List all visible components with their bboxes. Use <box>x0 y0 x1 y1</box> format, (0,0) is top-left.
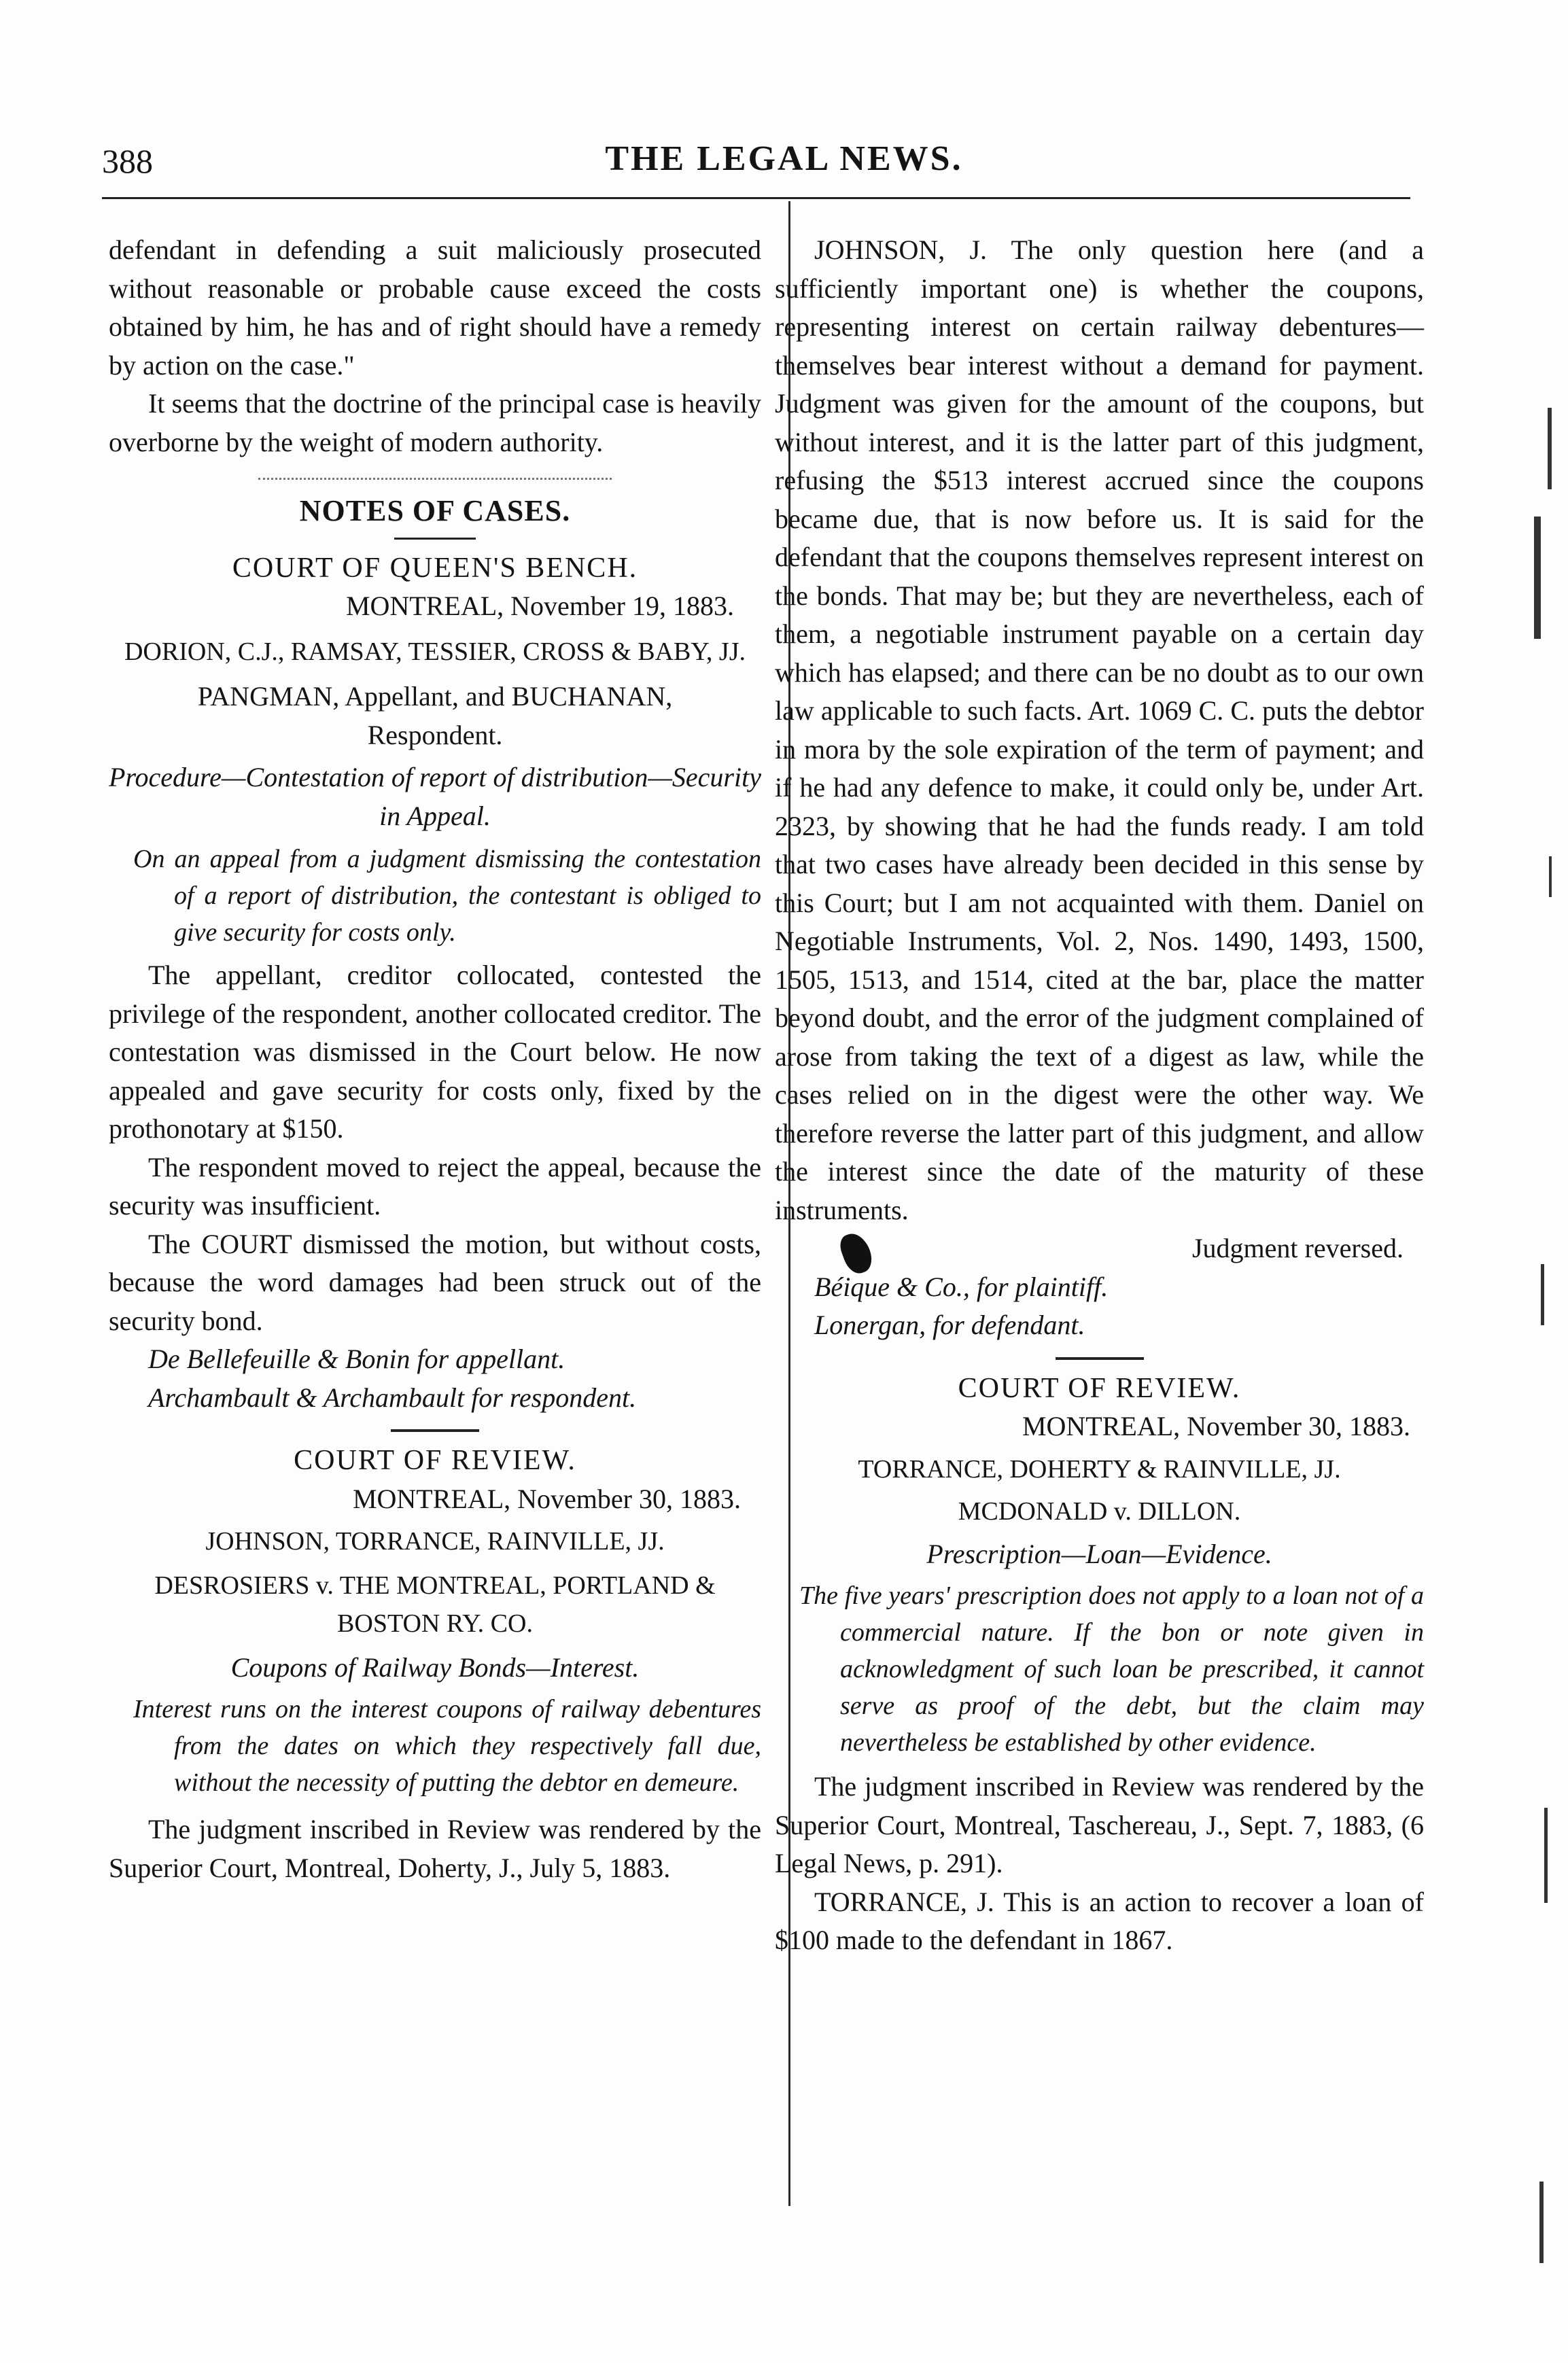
case3-court: COURT OF REVIEW. <box>958 1372 1241 1404</box>
case3-parties: MCDONALD v. DILLON. <box>958 1497 1241 1526</box>
header-rule <box>102 197 1410 199</box>
case2-paragraph: The judgment inscribed in Review was rendered by the Superior Court, Montreal, Doherty, J., July 5, 1883. <box>109 1814 761 1883</box>
right-column <box>775 231 1448 1960</box>
case1-judges: DORION, C.J., RAMSAY, TESSIER, CROSS & BABY, JJ. <box>124 637 746 666</box>
continued-paragraph: defendant in defending a suit maliciously prosecuted without reasonable or probable cause exceed the costs obtained by him, he has and of right should have a remedy by action on the case." <box>109 234 761 381</box>
case1-paragraph: The COURT dismissed the motion, but without costs, because the word damages had been struck out of the security bond. <box>109 1228 761 1336</box>
case1-paragraph: The appellant, creditor collocated, contested the privilege of the respondent, another collocated creditor. The contestation was dismissed in the Court below. He now appealed and gave security for costs only, fixed by the prothonotary at $150. <box>109 960 761 1144</box>
binding-edge-marks <box>1507 381 1568 2283</box>
counsel-plaintiff: Béique & Co., for plaintiff. <box>814 1271 1109 1302</box>
judgment-result: Judgment reversed. <box>1191 1233 1404 1263</box>
case3-paragraph: The judgment inscribed in Review was rendered by the Superior Court, Montreal, Taschereau, J., Sept. 7, 1883, (6 Legal News, p. 291). <box>775 1771 1424 1878</box>
case1-court: COURT OF QUEEN'S BENCH. <box>232 552 638 584</box>
commentary-paragraph: It seems that the doctrine of the principal case is heavily overborne by the weight of modern authority. <box>109 388 761 457</box>
case3-paragraph: TORRANCE, J. This is an action to recover a loan of $100 made to the defendant in 1867. <box>775 1886 1424 1955</box>
case-rule <box>391 1429 479 1432</box>
case2-parties: DESROSIERS v. THE MONTREAL, PORTLAND & BOSTON RY. CO. <box>154 1571 716 1638</box>
case3-dateline: MONTREAL, November 30, 1883. <box>1022 1411 1410 1441</box>
case1-subject: Procedure—Contestation of report of distribution—Security in Appeal. <box>109 762 761 831</box>
page-number: 388 <box>102 142 153 180</box>
case1-headnote: On an appeal from a judgment dismissing the contestation of a report of distribution, the contestant is obliged to give security for costs only. <box>133 845 761 947</box>
case1-counsel: De Bellefeuille & Bonin for appellant. <box>148 1344 565 1374</box>
opinion-paragraph: JOHNSON, J. The only question here (and a sufficiently important one) is whether the coupons, representing interest on certain railway debentures—themselves bear interest without a demand for payment. Judgment was given for the amount of the coupons, but without interest, and it is the latter part of this judgment, refusing the $513 interest accrued since the coupons became due, that is now before us. It is said for the defendant that the coupons themselves represent interest on the bonds. That may be; but they are nevertheless, each of them, a negotiable instrument payable on a certain day which has elapsed; and there can be no doubt as to our own law applicable to such facts. Art. 1069 C. C. puts the debtor in mora by the sole expiration of the term of payment; and if he had any defence to make, it could only be, under Art. 2323, by showing that he had the funds ready. I am told that two cases have already been decided in this sense by this Court; but I am not acquainted with them. Daniel on Negotiable Instruments, Vol. 2, Nos. 1490, 1493, 1500, 1505, 1513, and 1514, cited at the bar, place the matter beyond doubt, and the error of the judgment complained of arose from taking the text of a digest as law, while the cases relied on in the digest were the other way. We therefore reverse the latter part of this judgment, and allow the interest since the date of the maturity of these instruments. <box>775 234 1424 1225</box>
case2-dateline: MONTREAL, November 30, 1883. <box>352 1483 741 1514</box>
case3-judges: TORRANCE, DOHERTY & RAINVILLE, JJ. <box>858 1454 1341 1484</box>
case1-parties: PANGMAN, Appellant, and BUCHANAN, Respondent. <box>197 681 673 750</box>
counsel-defendant: Lonergan, for defendant. <box>814 1310 1085 1340</box>
heading-rule <box>394 538 476 540</box>
case1-counsel: Archambault & Archambault for respondent. <box>148 1382 637 1413</box>
section-divider <box>258 478 612 480</box>
case3-headnote: The five years' prescription does not apply to a loan not of a commercial nature. If the bon or note given in acknowledgment of such loan be prescribed, it cannot serve as proof of the debt, but the claim may nevertheless be established by other evidence. <box>799 1581 1424 1757</box>
case2-judges: JOHNSON, TORRANCE, RAINVILLE, JJ. <box>205 1527 665 1556</box>
case3-subject: Prescription—Loan—Evidence. <box>926 1538 1272 1569</box>
case1-paragraph: The respondent moved to reject the appeal, because the security was insufficient. <box>109 1151 761 1221</box>
case2-subject: Coupons of Railway Bonds—Interest. <box>230 1651 640 1683</box>
case-rule <box>1056 1357 1144 1360</box>
case2-court: COURT OF REVIEW. <box>294 1445 576 1476</box>
case1-dateline: MONTREAL, November 19, 1883. <box>345 591 734 621</box>
case2-headnote: Interest runs on the interest coupons of railway debentures from the dates on which they respectively fall due, without the necessity of putting the debtor en demeure. <box>133 1695 761 1797</box>
notes-heading: NOTES OF CASES. <box>299 494 571 527</box>
left-column <box>109 231 761 1887</box>
running-title: THE LEGAL NEWS. <box>605 139 963 178</box>
